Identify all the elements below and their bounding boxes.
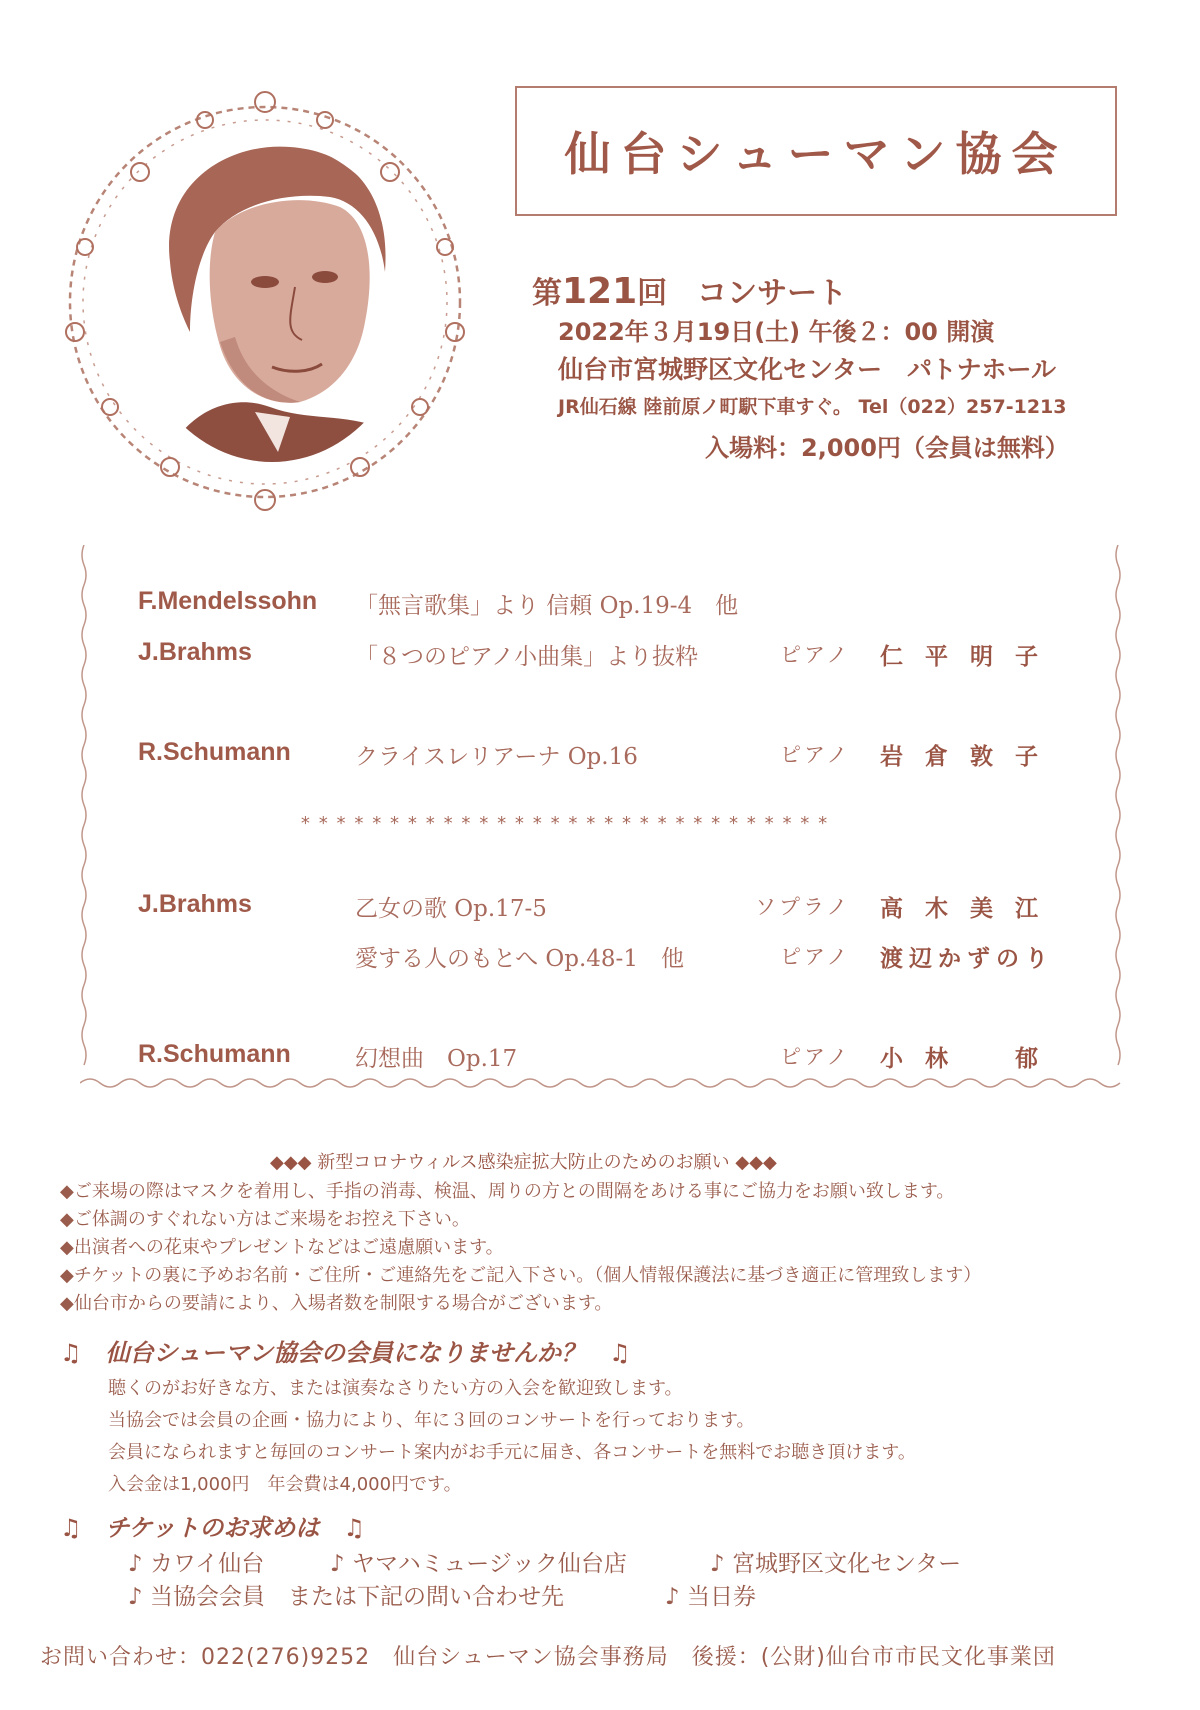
role-piano-2: ピアノ xyxy=(780,743,851,767)
performer-1: 仁平明子 xyxy=(880,644,1060,670)
role-piano-3: ピアノ xyxy=(780,945,851,969)
membership-line-4: 入会金は1,000円 年会費は4,000円です。 xyxy=(108,1474,462,1495)
piece-brahms-3: 愛する人のもとへ Op.48-1 他 xyxy=(355,946,684,972)
performer-5: 小林 郁 xyxy=(880,1046,1060,1072)
composer-schumann-2: R.Schumann xyxy=(138,1040,291,1068)
piece-schumann-1: クライスレリアーナ Op.16 xyxy=(355,744,638,770)
membership-line-3: 会員になられますと毎回のコンサート案内がお手元に届き、各コンサートを無料でお聴き頂けます。 xyxy=(108,1442,916,1463)
composer-brahms-2: J.Brahms xyxy=(138,890,252,918)
membership-heading: ♫ 仙台シューマン協会の会員になりませんか？ ♫ xyxy=(60,1339,631,1367)
notice-item-2: ◆ご体調のすぐれない方はご来場をお控え下さい。 xyxy=(60,1209,470,1230)
concert-number: 121 xyxy=(562,271,638,312)
notice-item-3: ◆出演者への花束やプレゼントなどはご遠慮願います。 xyxy=(60,1237,504,1258)
concert-suffix: 回 コンサート xyxy=(637,276,848,311)
tickets-heading: ♫ チケットのお求めは ♫ xyxy=(60,1514,365,1542)
performer-2: 岩倉敦子 xyxy=(880,744,1060,770)
role-piano-1: ピアノ xyxy=(780,643,851,667)
composer-brahms-1: J.Brahms xyxy=(138,638,252,666)
concert-venue: 仙台市宮城野区文化センター パトナホール xyxy=(558,355,1057,384)
piece-mendelssohn: 「無言歌集」より 信頼 Op.19-4 他 xyxy=(355,593,739,619)
ticket-outlet-kawai: ♪ カワイ仙台 xyxy=(128,1551,265,1577)
performer-3: 高木美江 xyxy=(880,896,1060,922)
piece-schumann-2: 幻想曲 Op.17 xyxy=(355,1046,518,1072)
composer-mendelssohn: F.Mendelssohn xyxy=(138,587,318,615)
concert-date: 2022年３月19日(土) 午後２：00 開演 xyxy=(558,318,995,346)
notice-item-1: ◆ご来場の際はマスクを着用し、手指の消毒、検温、周りの方との間隔をあける事にご協力をお願い致します。 xyxy=(60,1181,955,1202)
concert-fee: 入場料：2,000円（会員は無料） xyxy=(705,434,1069,462)
society-title: 仙台シューマン協会 xyxy=(564,127,1068,181)
piece-brahms-1: 「８つのピアノ小曲集」より抜粋 xyxy=(355,644,699,670)
membership-line-2: 当協会では会員の企画・協力により、年に３回のコンサートを行っております。 xyxy=(108,1410,755,1431)
notice-item-5: ◆仙台市からの要請により、入場者数を制限する場合がございます。 xyxy=(60,1293,613,1314)
program-separator: ****************************** xyxy=(300,813,836,834)
composer-schumann-1: R.Schumann xyxy=(138,738,291,766)
performer-4: 渡辺かずのり xyxy=(880,946,1054,972)
ticket-outlet-culture-center: ♪ 宮城野区文化センター xyxy=(710,1551,962,1577)
concert-prefix: 第 xyxy=(532,276,562,311)
ticket-outlet-members: ♪ 当協会会員 または下記の問い合わせ先 xyxy=(128,1584,564,1610)
floral-wreath-portrait xyxy=(40,72,490,532)
notice-heading: ◆◆◆ 新型コロナウィルス感染症拡大防止のためのお願い ◆◆◆ xyxy=(270,1152,777,1173)
program-box xyxy=(80,545,1122,1095)
role-soprano: ソプラノ xyxy=(755,895,851,919)
piece-brahms-2: 乙女の歌 Op.17-5 xyxy=(355,896,547,922)
concert-title xyxy=(532,268,847,312)
concert-access: JR仙石線 陸前原ノ町駅下車すぐ。 Tel（022）257-1213 xyxy=(558,396,1067,418)
role-piano-4: ピアノ xyxy=(780,1045,851,1069)
ticket-outlet-door: ♪ 当日券 xyxy=(665,1584,756,1610)
footer-contact: お問い合わせ：022(276)9252 仙台シューマン協会事務局 後援：(公財)仙台市市民文化事業団 xyxy=(40,1645,1056,1670)
ticket-outlet-yamaha: ♪ ヤマハミュージック仙台店 xyxy=(330,1551,627,1577)
membership-line-1: 聴くのがお好きな方、または演奏なさりたい方の入会を歓迎致します。 xyxy=(108,1378,683,1399)
portrait-illustration xyxy=(40,72,490,532)
notice-item-4: ◆チケットの裏に予めお名前・ご住所・ご連絡先をご記入下さい。（個人情報保護法に基づき適正に管理致します） xyxy=(60,1265,982,1286)
society-title-box xyxy=(515,86,1117,216)
